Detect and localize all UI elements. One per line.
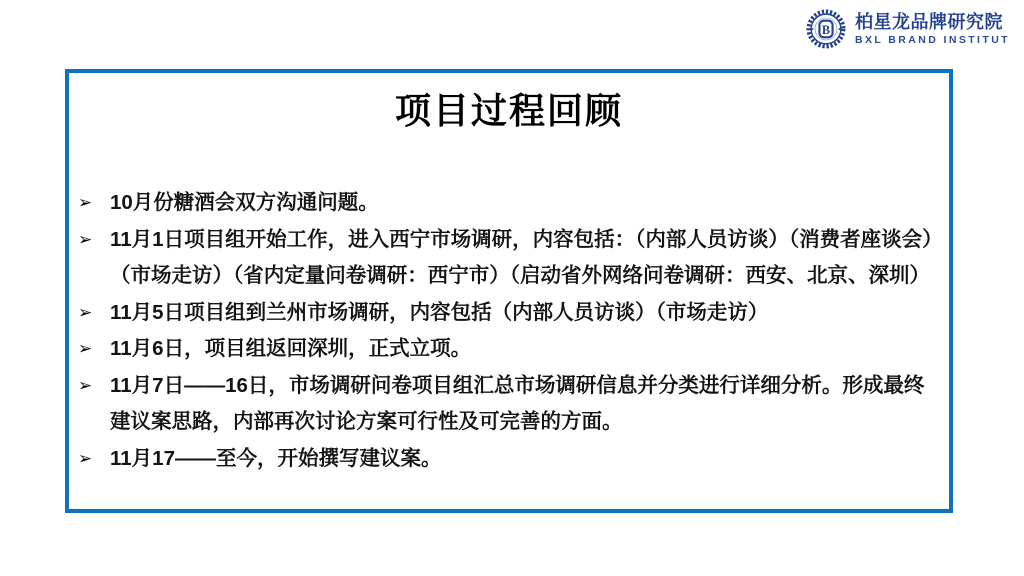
brand-logo [805, 8, 1010, 50]
arrow-bullet-icon: ➢ [78, 193, 93, 212]
list-item [78, 331, 943, 368]
arrow-bullet-icon: ➢ [78, 302, 93, 322]
brand-name-en: BXL BRAND INSTITUT [854, 34, 1010, 46]
list-item [78, 185, 943, 222]
seal-letter: B [821, 22, 831, 37]
brand-text [855, 11, 1010, 47]
content-box [65, 69, 953, 513]
list-item-text: 11月7日——16日，市场调研问卷项目组汇总市场调研信息并分类进行详细分析。形成最终建议案思路，内部再次讨论方案可行性及可完善的方面。 [110, 373, 925, 433]
list-item-text: 11月1日项目组开始工作，进入西宁市场调研，内容包括：（内部人员访谈）（消费者座谈会）（市场走访）（省内定量问卷调研：西宁市）（启动省外网络问卷调研：西安、北京、深圳） [110, 227, 943, 287]
arrow-bullet-icon: ➢ [78, 448, 93, 468]
brand-name-cn: 柏星龙品牌研究院 [854, 12, 1003, 32]
arrow-bullet-icon: ➢ [78, 339, 93, 358]
list-item-text: 11月6日，项目组返回深圳，正式立项。 [110, 337, 472, 360]
list-item-text: 10月份糖酒会双方沟通问题。 [110, 191, 379, 214]
list-item [78, 441, 943, 478]
list-item [78, 368, 943, 441]
page-title: 项目过程回顾 [394, 90, 623, 131]
list-item [78, 295, 943, 332]
list-item-text: 11月17——至今，开始撰写建议案。 [110, 446, 442, 470]
list-item [78, 222, 943, 295]
seal-b-icon [805, 8, 847, 50]
arrow-bullet-icon: ➢ [78, 375, 93, 395]
bullet-list [69, 185, 949, 477]
list-item-text: 11月5日项目组到兰州市场调研，内容包括（内部人员访谈）（市场走访） [110, 300, 769, 324]
arrow-bullet-icon: ➢ [78, 229, 93, 249]
